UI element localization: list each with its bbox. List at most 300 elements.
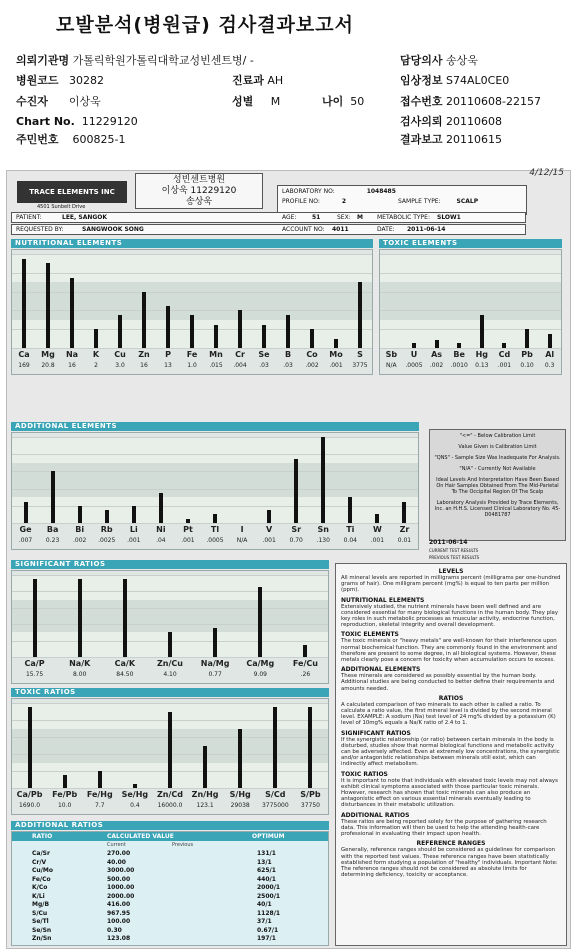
additional-gridline	[12, 471, 418, 472]
legend-line: "N/A" - Currently Not Available	[459, 466, 536, 472]
nutritional-label: P	[165, 350, 171, 359]
additional-gridline	[12, 437, 418, 438]
stamp-doctor: 송상욱	[185, 197, 213, 207]
additional-bar	[132, 506, 136, 523]
significant-ratio-bar	[78, 579, 82, 657]
toxic-ratio-value: 37750	[300, 802, 320, 809]
significant-ratio-gridline	[12, 657, 328, 658]
additional-heading: ADDITIONAL ELEMENTS	[11, 422, 419, 431]
additional-bar	[375, 514, 379, 523]
nutritional-bar	[286, 315, 290, 348]
legend-line: "<=" - Below Calibration Limit	[459, 433, 536, 439]
toxic-label: Be	[453, 350, 465, 359]
rrn-value: 600825-1	[72, 133, 126, 146]
ratio-optimum: 197/1	[257, 935, 276, 942]
additional-value: .001	[181, 537, 195, 544]
request-label: 검사의뢰	[400, 115, 443, 128]
col-current: Current	[107, 842, 126, 848]
nutritional-value: 13	[164, 362, 172, 369]
facility-value: 가톨릭학원가톨릭대학교성빈센트병/ -	[72, 54, 254, 67]
additional-label: V	[266, 525, 273, 534]
toxic-value: .002	[429, 362, 444, 369]
additional-value: .001	[262, 537, 276, 544]
explanation-text: These ratios are being reported solely for the purpose of gathering research data. This information will then be used to help the attending health-care professional in evaluating their impact upon health.	[341, 818, 547, 838]
additional-ratios-table	[11, 831, 329, 946]
hospital-code-label: 병원코드	[16, 74, 59, 87]
explanation-heading: REFERENCE RANGES	[416, 840, 486, 848]
sample-value: SCALP	[456, 198, 479, 205]
nutritional-value: .002	[305, 362, 319, 369]
additional-bar	[321, 437, 325, 523]
toxic-ratio-bar	[133, 784, 137, 788]
explanation-text: Extensively studied, the nutrient minerals have been well defined and are considered essential for many biological functions in the human body. They play key roles in such metabolic processes as muscular activity, endocrine function, reproduction, skeletal integrity and overall development.	[341, 603, 559, 629]
nutritional-label: S	[357, 350, 363, 359]
additional-bar	[78, 506, 82, 523]
toxic-label: Al	[545, 350, 555, 359]
ratio-value: 1000.00	[107, 884, 135, 891]
stamp-hospital: 성빈센트병원	[172, 175, 226, 185]
explanation-heading: TOXIC RATIOS	[341, 770, 388, 778]
toxic-gridline	[380, 329, 561, 330]
significant-ratio-gridline	[12, 575, 328, 576]
significant-ratio-bar	[168, 632, 172, 657]
toxic-ratio-value: 10.0	[57, 802, 72, 809]
patient-row-label: PATIENT:	[16, 214, 42, 221]
toxic-ratio-value: 3775000	[261, 802, 289, 809]
additional-label: Ba	[46, 525, 59, 534]
handwritten-note: 4/12/15	[529, 168, 564, 178]
ratio-value: 500.00	[107, 875, 131, 883]
additional-label: Pt	[183, 525, 193, 534]
additional-ratio-row	[12, 918, 328, 926]
nutritional-bar	[310, 329, 314, 348]
nutritional-bar	[190, 315, 194, 348]
nutritional-bar	[262, 325, 266, 349]
significant-ratio-value: 15.75	[25, 671, 44, 678]
additional-bar	[159, 493, 163, 523]
lab-address: 4501 Sunbelt Drive	[37, 204, 86, 210]
toxic-ratio-label: Zn/Hg	[191, 790, 219, 799]
toxic-gridline	[380, 254, 561, 255]
additional-bar	[51, 471, 55, 523]
nutritional-value: 1.0	[187, 362, 197, 369]
toxic-ratio-label: S/Pb	[300, 790, 321, 799]
additional-value: .007	[18, 537, 33, 544]
significant-ratio-bar	[258, 587, 262, 657]
clinical-value: S74AL0CE0	[446, 74, 510, 87]
nutritional-value: .03	[283, 362, 293, 369]
profile-label: PROFILE NO:	[282, 198, 320, 205]
patient-row	[11, 212, 526, 223]
lab-no-label: LABORATORY NO:	[282, 188, 335, 195]
additional-chart	[11, 432, 419, 550]
nutritional-bar	[238, 310, 242, 348]
age-value: 50	[350, 95, 365, 108]
significant-ratio-bar	[303, 645, 307, 657]
additional-label: Ge	[19, 525, 32, 534]
dept-label: 진료과	[232, 74, 264, 87]
significant-heading: SIGNIFICANT RATIOS	[11, 560, 329, 569]
additional-gridline	[12, 489, 418, 490]
hospital-code-value: 30282	[69, 74, 105, 87]
profile-value: 2	[341, 198, 347, 205]
additional-label: Ni	[156, 525, 166, 534]
explanation-text: All mineral levels are reported in milligrams percent (milligrams per one-hundred grams of hair). One milligram percent (mg%) is equal to ten parts per million (ppm).	[341, 575, 561, 594]
nutritional-value: .03	[259, 362, 269, 369]
toxic-ratio-bar	[238, 729, 242, 789]
additional-bar	[348, 497, 352, 523]
account-value: 4011	[332, 226, 349, 233]
significant-ratio-value: 8.00	[73, 671, 87, 678]
ratio-value: 0.30	[107, 926, 122, 934]
metabolic-value: SLOW1	[437, 214, 461, 221]
significant-ratio-gridline	[12, 591, 328, 592]
nutritional-chart	[11, 249, 373, 375]
toxic-label: Sb	[385, 350, 398, 359]
additional-value: .001	[370, 537, 385, 544]
ratio-name: Cr/V	[32, 858, 47, 866]
additional-gridline	[12, 454, 418, 455]
doctor-value: 송상욱	[446, 54, 478, 67]
requested-label: REQUESTED BY:	[16, 226, 64, 233]
additional-ratio-row	[12, 850, 328, 858]
toxic-label: Cd	[498, 350, 511, 359]
significant-ratio-label: Ca/Mg	[246, 659, 275, 668]
ratio-optimum: 2000/1	[257, 884, 281, 891]
additional-ratio-row	[12, 927, 328, 935]
additional-value: 0.01	[397, 537, 412, 544]
nutritional-label: Cu	[114, 350, 126, 359]
significant-ratio-zone-mid	[12, 600, 328, 633]
nutritional-label: Mn	[209, 350, 223, 359]
additional-value: 0.23	[45, 537, 60, 544]
nutritional-label: Fe	[186, 350, 198, 359]
nutritional-heading: NUTRITIONAL ELEMENTS	[11, 239, 373, 248]
nutritional-value: 3775	[352, 362, 368, 369]
ratio-name: K/Co	[32, 884, 48, 891]
ratio-optimum: 13/1	[257, 858, 272, 866]
nutritional-bar	[22, 259, 26, 348]
ratio-name: S/Cu	[32, 909, 48, 917]
dept-value: AH	[267, 74, 284, 87]
nutritional-gridline	[12, 348, 372, 349]
additional-ratio-row	[12, 910, 328, 918]
toxic-ratios-heading: TOXIC RATIOS	[11, 688, 329, 697]
nutritional-label: B	[284, 350, 292, 359]
toxic-bar	[435, 340, 439, 348]
toxic-chart	[379, 249, 562, 375]
doctor-label: 담당의사	[400, 54, 443, 67]
toxic-ratio-bar	[203, 746, 207, 789]
ratio-value: 416.00	[107, 901, 131, 908]
page-title: 모발분석(병원급) 검사결과보고서	[56, 14, 354, 36]
additional-value: .0025	[98, 537, 116, 544]
significant-ratio-bar	[213, 628, 217, 657]
nutritional-bar	[94, 329, 98, 348]
additional-ratio-row	[12, 884, 328, 892]
legend-box	[429, 429, 566, 541]
significant-ratio-value: .26	[300, 671, 311, 678]
significant-ratio-zone-high	[12, 575, 328, 600]
nutritional-label: K	[92, 350, 100, 359]
ratio-value: 270.00	[107, 850, 131, 857]
explanation-text: The toxic minerals or "heavy metals" are well-known for their interference upon normal biochemical function. They are commonly found in the environment and therefore are present to some degree, in all biological systems. However, these metals clearly pose a concern for toxicity when accumulation occurs to excess.	[341, 638, 557, 664]
account-label: ACCOUNT NO:	[282, 226, 325, 233]
additional-bar	[186, 519, 190, 523]
toxic-value: .001	[497, 362, 512, 369]
legend-line: Value Given is Calibration Limit	[458, 444, 537, 450]
toxic-zone-high	[380, 254, 561, 282]
significant-ratio-label: Ca/P	[24, 659, 45, 668]
additional-label: Zr	[399, 525, 410, 534]
sex-row-label: SEX:	[337, 214, 351, 221]
col-previous: Previous	[172, 842, 194, 848]
toxic-ratio-bar	[98, 771, 102, 788]
explanation-heading: ADDITIONAL RATIOS	[341, 811, 410, 819]
patient-value: 이상욱	[68, 95, 101, 108]
toxic-label: As	[431, 350, 443, 359]
additional-value: .0005	[206, 537, 224, 544]
nutritional-bar	[70, 278, 74, 349]
ratio-optimum: 131/1	[257, 850, 276, 857]
ratio-optimum: 40/1	[257, 901, 272, 908]
toxic-ratio-label: Ca/Pb	[16, 790, 43, 799]
toxic-ratio-bar	[273, 707, 277, 788]
patient-row-value: LEE, SANGOK	[62, 214, 108, 221]
stamp-name: 이상욱 11229120	[161, 186, 237, 196]
additional-bar	[267, 510, 271, 523]
additional-bar	[294, 459, 298, 524]
additional-label: Sr	[291, 525, 302, 534]
toxic-value: .0010	[450, 362, 468, 369]
additional-value: .04	[156, 537, 166, 544]
toxic-bar	[480, 315, 484, 348]
significant-ratio-bar	[33, 579, 37, 657]
age-row-value: 51	[312, 214, 321, 221]
ratio-name: Se/Sn	[32, 926, 52, 934]
explanation-heading: RATIOS	[438, 694, 464, 702]
ratio-value: 40.00	[107, 858, 126, 866]
nutritional-value: 2	[94, 362, 98, 369]
toxic-zone-mid	[380, 282, 561, 320]
ratio-name: Cu/Mo	[32, 867, 53, 874]
explanation-text: A calculated comparison of two minerals to each other is called a ratio. To calculate a ratio value, the first mineral level is divided by the second mineral level. EXAMPLE: A sodium (Na) test level of 24 mg% divided by a potassium (K) level of 10mg% equals a Na/K ratio of 2.4 to 1.	[341, 701, 556, 727]
toxic-ratio-value: 123.1	[196, 802, 214, 809]
additional-value: 0.04	[343, 537, 357, 544]
significant-ratio-label: Na/K	[69, 659, 91, 668]
test-date: 2011-06-14	[429, 539, 468, 546]
ratio-optimum: 0.67/1	[257, 926, 279, 934]
additional-label: Sn	[317, 525, 329, 534]
ratio-name: Fe/Co	[32, 875, 51, 883]
nutritional-bar	[118, 315, 122, 348]
toxic-gridline	[380, 273, 561, 274]
additional-value: 0.70	[289, 537, 303, 544]
toxic-value: N/A	[386, 362, 397, 369]
explanations-panel	[335, 563, 567, 946]
toxic-label: U	[410, 350, 418, 359]
nutritional-bar	[334, 339, 338, 348]
ratio-optimum: 1128/1	[257, 909, 281, 917]
ratio-name: Se/Tl	[32, 918, 49, 925]
date-value: 2011-06-14	[407, 226, 446, 233]
sex-row-value: M	[357, 214, 363, 221]
additional-value: .002	[72, 537, 87, 544]
nutritional-gridline	[12, 254, 372, 255]
result-value: 20110615	[446, 133, 503, 146]
additional-zone-high	[12, 437, 418, 463]
toxic-ratio-label: Se/Hg	[121, 790, 149, 799]
rrn-label: 주민번호	[16, 133, 59, 146]
nutritional-gridline	[12, 292, 372, 293]
toxic-gridline	[380, 348, 561, 349]
additional-ratio-row	[12, 859, 328, 867]
metabolic-label: METABOLIC TYPE:	[377, 214, 430, 221]
additional-value: N/A	[236, 537, 248, 544]
lab-logo: TRACE ELEMENTS INC	[17, 181, 127, 203]
significant-chart	[11, 570, 329, 684]
nutritional-value: 16	[140, 362, 148, 369]
requested-value: SANGWOOK SONG	[82, 226, 144, 233]
toxic-ratio-value: 1690.0	[19, 802, 41, 809]
significant-ratio-value: 4.10	[163, 671, 177, 678]
toxic-ratio-label: S/Cd	[265, 790, 286, 799]
sex-value: M	[270, 95, 281, 108]
toxic-value: 0.13	[475, 362, 489, 369]
nutritional-value: .001	[329, 362, 343, 369]
receipt-label: 접수번호	[400, 95, 443, 108]
ratio-name: K/Li	[32, 892, 45, 900]
ratio-optimum: 2500/1	[257, 892, 281, 900]
significant-ratio-label: Zn/Cu	[157, 659, 183, 668]
additional-ratio-row	[12, 876, 328, 884]
explanation-text: If the synergistic relationship (or ratio) between certain minerals in the body is disturbed, studies show that normal biological functions and metabolic activity can be adversely affected. Even at extremely low concentrations, the synergistic and/or antagonistic relationships between minerals still exist, which can indirectly affect metabolism.	[341, 736, 560, 768]
significant-ratio-value: 9.09	[253, 671, 267, 678]
toxic-bar	[525, 329, 529, 348]
ratio-optimum: 625/1	[257, 867, 276, 874]
additional-label: Bi	[75, 525, 85, 534]
ratio-name: Zn/Sn	[32, 935, 52, 942]
nutritional-label: Mg	[41, 350, 55, 359]
toxic-label: Hg	[475, 350, 489, 359]
toxic-zone-low	[380, 320, 561, 348]
toxic-value: 0.3	[544, 362, 555, 369]
additional-label: Li	[129, 525, 138, 534]
toxic-bar	[548, 334, 552, 348]
additional-bar	[24, 502, 28, 524]
additional-ratio-row	[12, 935, 328, 943]
ratio-name: Mg/B	[32, 901, 50, 908]
additional-label: Tl	[210, 525, 220, 534]
nutritional-bar	[358, 282, 362, 348]
additional-bar	[402, 502, 406, 524]
nutritional-label: Mo	[329, 350, 343, 359]
age-label: 나이	[322, 95, 344, 108]
nutritional-label: Se	[258, 350, 270, 359]
additional-label: Rb	[100, 525, 113, 534]
nutritional-value: 169	[18, 362, 30, 369]
toxic-ratio-value: 16000.0	[157, 802, 183, 809]
additional-label: Ti	[346, 525, 355, 534]
ratio-value: 123.08	[107, 935, 131, 942]
toxic-gridline	[380, 310, 561, 311]
ratio-value: 3000.00	[107, 867, 135, 874]
nutritional-value: 16	[68, 362, 76, 369]
sex-label: 성별	[232, 95, 254, 108]
ratio-optimum: 37/1	[257, 918, 272, 925]
explanation-heading: NUTRITIONAL ELEMENTS	[341, 596, 425, 604]
nutritional-label: Zn	[138, 350, 150, 359]
clinical-label: 임상정보	[400, 74, 443, 87]
explanation-heading: SIGNIFICANT RATIOS	[341, 729, 411, 737]
lab-no-value: 1048485	[366, 188, 396, 195]
previous-results-label: PREVIOUS TEST RESULTS	[429, 555, 480, 560]
toxic-ratio-bar	[308, 707, 312, 788]
explanation-heading: LEVELS	[438, 568, 464, 575]
toxic-ratio-bar	[168, 712, 172, 789]
col-ratio: RATIO	[32, 833, 53, 840]
significant-ratio-value: 84.50	[116, 671, 134, 678]
sample-label: SAMPLE TYPE:	[398, 198, 441, 205]
date-label: DATE:	[377, 226, 395, 233]
ratio-value: 2000.00	[107, 892, 135, 900]
toxic-ratio-value: 0.4	[130, 802, 140, 809]
toxic-ratio-bar	[63, 775, 67, 788]
nutritional-zone-high	[12, 254, 372, 282]
additional-value: .130	[316, 537, 330, 544]
patient-label: 수진자	[16, 95, 48, 108]
significant-ratio-label: Fe/Cu	[292, 659, 318, 668]
toxic-ratios-chart	[11, 698, 329, 815]
legend-line: Ideal Levels And Interpretation Have Been Based On Hair Samples Obtained From The Mid-Parietal To The Occipital Region Of The Scalp	[436, 477, 559, 495]
additional-label: W	[372, 525, 382, 534]
nutritional-label: Ca	[18, 350, 30, 359]
ratio-value: 967.95	[107, 909, 131, 917]
additional-value: .001	[127, 537, 141, 544]
lab-report-sheet	[6, 170, 571, 949]
additional-ratios-heading: ADDITIONAL RATIOS	[11, 821, 329, 830]
toxic-bar	[412, 343, 416, 348]
additional-bar	[105, 510, 109, 523]
ratio-optimum: 440/1	[257, 875, 276, 883]
col-calculated: CALCULATED VALUE	[107, 833, 174, 840]
toxic-label: Pb	[521, 350, 533, 359]
nutritional-bar	[142, 292, 146, 348]
current-results-label: CURRENT TEST RESULTS	[429, 548, 479, 553]
receipt-value: 20110608-22157	[446, 95, 541, 108]
facility-label: 의뢰기관명	[16, 54, 70, 67]
nutritional-bar	[214, 325, 218, 349]
additional-bar	[213, 514, 217, 523]
significant-ratio-value: 0.77	[208, 671, 222, 678]
nutritional-value: 20.8	[41, 362, 55, 369]
result-label: 결과보고	[400, 133, 443, 146]
nutritional-value: .015	[209, 362, 223, 369]
nutritional-label: Cr	[235, 350, 245, 359]
toxic-gridline	[380, 292, 561, 293]
additional-gridline	[12, 506, 418, 507]
additional-zone-mid	[12, 463, 418, 497]
explanation-heading: ADDITIONAL ELEMENTS	[341, 666, 421, 674]
request-value: 20110608	[446, 115, 503, 128]
legend-line: "QNS" - Sample Size Was Inadequate For Analysis.	[434, 455, 561, 461]
significant-ratio-gridline	[12, 624, 328, 625]
toxic-ratio-label: Fe/Hg	[86, 790, 113, 799]
legend-line: Laboratory Analysis Provided by Trace Elements, Inc. an H.H.S. Licensed Clinical Laboratory No. 45-D0481787	[434, 500, 561, 518]
significant-ratio-label: Ca/K	[114, 659, 136, 668]
nutritional-label: Co	[306, 350, 318, 359]
explanation-text: It is important to note that individuals with elevated toxic levels may not always exhibit clinical symptoms associated with those particular toxic minerals. However, research has shown that toxic minerals can also produce an antagonistic effect on various essential minerals eventually leading to disturbances in their metabolic utilization.	[341, 777, 558, 809]
